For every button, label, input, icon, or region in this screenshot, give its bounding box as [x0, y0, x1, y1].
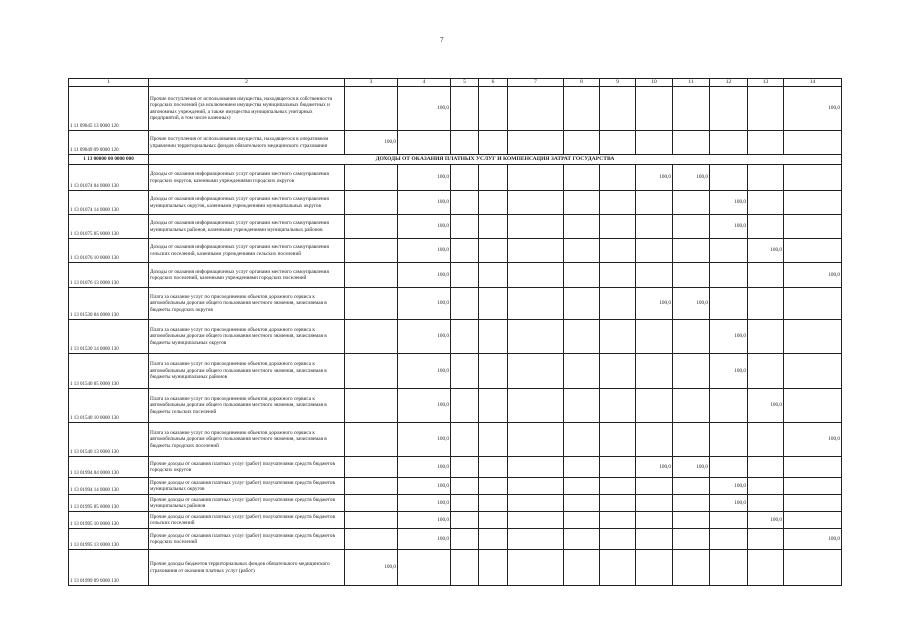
income-name: Плата за оказание услуг по присоединению объектов дорожного сервиса к автомобильным дорогам общего пользования местного значения, зачисляемая в бюджеты городских округов	[149, 288, 345, 320]
table-row	[69, 354, 842, 389]
norm-value-col-5	[451, 239, 479, 263]
section-title: ДОХОДЫ ОТ ОКАЗАНИЯ ПЛАТНЫХ УСЛУГ И КОМПЕНСАЦИЯ ЗАТРАТ ГОСУДАРСТВА	[149, 155, 842, 165]
norm-value-col-7	[508, 478, 564, 495]
norm-value-col-9	[600, 550, 636, 586]
norm-value-col-10	[636, 354, 673, 389]
income-name: Прочие доходы от оказания платных услуг (работ) получателями средств бюджетов муниципальных округов	[149, 478, 345, 495]
norm-value-col-6	[479, 215, 508, 239]
norm-value-col-8	[564, 165, 600, 191]
norm-value-col-11	[673, 215, 710, 239]
column-header: 12	[710, 79, 748, 87]
income-code: 1 13 01074 14 0000 130	[69, 191, 149, 215]
column-header: 11	[673, 79, 710, 87]
norm-value-col-8	[564, 529, 600, 550]
norm-value-col-10	[636, 131, 673, 155]
norm-value-col-10	[636, 495, 673, 512]
norm-value-col-13	[748, 263, 784, 288]
norm-value-col-12: 100,0	[710, 354, 748, 389]
norm-value-col-6	[479, 478, 508, 495]
income-name: Плата за оказание услуг по присоединению объектов дорожного сервиса к автомобильным дорогам общего пользования местного значения, зачисляемая в бюджеты городских поселений	[149, 423, 345, 457]
income-name: Прочие поступления от использования имущества, находящегося в собственности городских поселений (за исключением имущества муниципальных бюджетных и автономных учреждений, а также имущества муниципальных унитарных предприятий, в том числе казенных)	[149, 87, 345, 131]
norm-value-col-9	[600, 512, 636, 529]
norm-value-col-10	[636, 191, 673, 215]
norm-value-col-7	[508, 87, 564, 131]
norm-value-col-13	[748, 354, 784, 389]
income-code: 1 13 01076 13 0000 130	[69, 263, 149, 288]
norm-value-col-12	[710, 529, 748, 550]
norm-value-col-13	[748, 550, 784, 586]
norm-value-col-7	[508, 495, 564, 512]
norm-value-col-6	[479, 288, 508, 320]
norm-value-col-13: 100,0	[748, 239, 784, 263]
norm-value-col-3	[345, 478, 398, 495]
norm-value-col-10: 100,0	[636, 165, 673, 191]
norm-value-col-13	[748, 495, 784, 512]
norm-value-col-6	[479, 165, 508, 191]
income-code: 1 13 01995 10 0000 130	[69, 512, 149, 529]
norm-value-col-6	[479, 423, 508, 457]
norm-value-col-11: 100,0	[673, 288, 710, 320]
norm-value-col-11	[673, 131, 710, 155]
norm-value-col-6	[479, 87, 508, 131]
norm-value-col-5	[451, 263, 479, 288]
norm-value-col-6	[479, 354, 508, 389]
income-name: Доходы от оказания информационных услуг органами местного самоуправления городских поселений, казенными учреждениями городских поселений	[149, 263, 345, 288]
norm-value-col-5	[451, 288, 479, 320]
norm-value-col-10	[636, 550, 673, 586]
section-code: 1 13 00000 00 0000 000	[69, 155, 149, 165]
norm-value-col-12: 100,0	[710, 191, 748, 215]
norm-value-col-5	[451, 495, 479, 512]
norm-value-col-3	[345, 239, 398, 263]
norm-value-col-10	[636, 239, 673, 263]
norm-value-col-6	[479, 191, 508, 215]
norm-value-col-12	[710, 239, 748, 263]
norm-value-col-8	[564, 239, 600, 263]
income-name: Доходы от оказания информационных услуг органами местного самоуправления городских округов, казенными учреждениями городских округов	[149, 165, 345, 191]
norm-value-col-7	[508, 423, 564, 457]
norm-value-col-4: 100,0	[398, 423, 451, 457]
norm-value-col-9	[600, 263, 636, 288]
table-row	[69, 131, 842, 155]
norm-value-col-7	[508, 550, 564, 586]
income-code: 1 13 01540 10 0000 130	[69, 389, 149, 423]
income-code: 1 13 01999 09 0000 130	[69, 550, 149, 586]
norm-value-col-9	[600, 495, 636, 512]
column-header: 14	[784, 79, 842, 87]
norm-value-col-13	[748, 478, 784, 495]
norm-value-col-9	[600, 478, 636, 495]
norm-value-col-8	[564, 423, 600, 457]
norm-value-col-6	[479, 457, 508, 478]
norm-value-col-9	[600, 457, 636, 478]
norm-value-col-9	[600, 288, 636, 320]
norm-value-col-11: 100,0	[673, 165, 710, 191]
income-name: Доходы от оказания информационных услуг органами местного самоуправления муниципальных округов, казенными учреждениями муниципальных округов	[149, 191, 345, 215]
norm-value-col-11	[673, 529, 710, 550]
norm-value-col-12: 100,0	[710, 320, 748, 354]
table-row	[69, 215, 842, 239]
norm-value-col-3: 100,0	[345, 550, 398, 586]
income-name: Прочие поступления от использования имущества, находящегося в оперативном управлении территориальных фондов обязательного медицинского страхования	[149, 131, 345, 155]
column-header: 2	[149, 79, 345, 87]
norm-value-col-13	[748, 457, 784, 478]
norm-value-col-4: 100,0	[398, 215, 451, 239]
norm-value-col-11	[673, 389, 710, 423]
norm-value-col-4: 100,0	[398, 529, 451, 550]
norm-value-col-5	[451, 191, 479, 215]
column-header: 3	[345, 79, 398, 87]
table-row	[69, 389, 842, 423]
norm-value-col-8	[564, 320, 600, 354]
norm-value-col-13	[748, 191, 784, 215]
income-code: 1 11 09049 09 0000 120	[69, 131, 149, 155]
norm-value-col-10	[636, 87, 673, 131]
norm-value-col-5	[451, 87, 479, 131]
norm-value-col-3	[345, 320, 398, 354]
norm-value-col-14	[784, 512, 842, 529]
norm-value-col-11	[673, 239, 710, 263]
norm-value-col-9	[600, 215, 636, 239]
norm-value-col-8	[564, 495, 600, 512]
income-name: Доходы от оказания информационных услуг органами местного самоуправления сельских поселений, казенными учреждениями сельских поселений	[149, 239, 345, 263]
norm-value-col-3	[345, 87, 398, 131]
norm-value-col-8	[564, 131, 600, 155]
norm-value-col-3: 100,0	[345, 131, 398, 155]
norm-value-col-10	[636, 478, 673, 495]
norm-value-col-14	[784, 495, 842, 512]
income-name: Плата за оказание услуг по присоединению объектов дорожного сервиса к автомобильным дорогам общего пользования местного значения, зачисляемая в бюджеты муниципальных округов	[149, 320, 345, 354]
table-body	[69, 79, 842, 586]
norm-value-col-4: 100,0	[398, 191, 451, 215]
norm-value-col-11	[673, 191, 710, 215]
norm-value-col-9	[600, 423, 636, 457]
norm-value-col-4: 100,0	[398, 288, 451, 320]
norm-value-col-11	[673, 87, 710, 131]
norm-value-col-13: 100,0	[748, 512, 784, 529]
page-number: 7	[440, 36, 444, 44]
norm-value-col-14	[784, 354, 842, 389]
table-row	[69, 320, 842, 354]
norm-value-col-12	[710, 131, 748, 155]
norm-value-col-5	[451, 423, 479, 457]
norm-value-col-7	[508, 239, 564, 263]
table-row	[69, 288, 842, 320]
income-code: 1 13 01994 04 0000 130	[69, 457, 149, 478]
norm-value-col-4	[398, 131, 451, 155]
norm-value-col-8	[564, 263, 600, 288]
norm-value-col-14	[784, 389, 842, 423]
table-row	[69, 87, 842, 131]
norm-value-col-3	[345, 457, 398, 478]
norm-value-col-4: 100,0	[398, 354, 451, 389]
norm-value-col-6	[479, 320, 508, 354]
income-name: Доходы от оказания информационных услуг органами местного самоуправления муниципальных районов, казенными учреждениями муниципальных районов	[149, 215, 345, 239]
norm-value-col-12	[710, 87, 748, 131]
income-name: Прочие доходы бюджетов территориальных фондов обязательного медицинского страхования от оказания платных услуг (работ)	[149, 550, 345, 586]
column-header: 4	[398, 79, 451, 87]
norm-value-col-11: 100,0	[673, 457, 710, 478]
norm-value-col-13: 100,0	[748, 389, 784, 423]
norm-value-col-11	[673, 495, 710, 512]
norm-value-col-8	[564, 87, 600, 131]
norm-value-col-10: 100,0	[636, 288, 673, 320]
norm-value-col-7	[508, 263, 564, 288]
norm-value-col-6	[479, 529, 508, 550]
income-name: Прочие доходы от оказания платных услуг (работ) получателями средств бюджетов сельских поселений	[149, 512, 345, 529]
norm-value-col-7	[508, 215, 564, 239]
table-row	[69, 263, 842, 288]
norm-value-col-4: 100,0	[398, 512, 451, 529]
norm-value-col-10	[636, 215, 673, 239]
norm-value-col-9	[600, 529, 636, 550]
norm-value-col-10: 100,0	[636, 457, 673, 478]
norm-value-col-3	[345, 512, 398, 529]
revenue-distribution-table	[68, 78, 842, 586]
norm-value-col-14	[784, 478, 842, 495]
income-code: 1 13 01074 04 0000 130	[69, 165, 149, 191]
norm-value-col-9	[600, 354, 636, 389]
norm-value-col-5	[451, 389, 479, 423]
norm-value-col-3	[345, 354, 398, 389]
income-code: 1 13 01530 04 0000 130	[69, 288, 149, 320]
norm-value-col-5	[451, 512, 479, 529]
norm-value-col-12	[710, 550, 748, 586]
norm-value-col-9	[600, 239, 636, 263]
norm-value-col-3	[345, 215, 398, 239]
norm-value-col-10	[636, 320, 673, 354]
norm-value-col-7	[508, 389, 564, 423]
norm-value-col-12: 100,0	[710, 478, 748, 495]
norm-value-col-12	[710, 423, 748, 457]
norm-value-col-3	[345, 423, 398, 457]
norm-value-col-4: 100,0	[398, 165, 451, 191]
norm-value-col-5	[451, 529, 479, 550]
norm-value-col-9	[600, 87, 636, 131]
norm-value-col-5	[451, 550, 479, 586]
norm-value-col-12	[710, 165, 748, 191]
income-code: 1 13 01540 05 0000 130	[69, 354, 149, 389]
norm-value-col-7	[508, 512, 564, 529]
norm-value-col-13	[748, 423, 784, 457]
column-header: 7	[508, 79, 564, 87]
norm-value-col-3	[345, 263, 398, 288]
norm-value-col-4: 100,0	[398, 320, 451, 354]
norm-value-col-11	[673, 478, 710, 495]
norm-value-col-13	[748, 131, 784, 155]
norm-value-col-13	[748, 165, 784, 191]
norm-value-col-12	[710, 288, 748, 320]
norm-value-col-14	[784, 288, 842, 320]
norm-value-col-9	[600, 320, 636, 354]
norm-value-col-11	[673, 423, 710, 457]
income-name: Прочие доходы от оказания платных услуг (работ) получателями средств бюджетов городских поселений	[149, 529, 345, 550]
norm-value-col-6	[479, 131, 508, 155]
norm-value-col-13	[748, 87, 784, 131]
norm-value-col-14	[784, 550, 842, 586]
norm-value-col-9	[600, 191, 636, 215]
table-row	[69, 165, 842, 191]
section-row	[69, 155, 842, 165]
norm-value-col-14	[784, 165, 842, 191]
norm-value-col-13	[748, 288, 784, 320]
norm-value-col-14	[784, 191, 842, 215]
norm-value-col-11	[673, 550, 710, 586]
norm-value-col-4: 100,0	[398, 239, 451, 263]
norm-value-col-3	[345, 288, 398, 320]
income-code: 1 13 01994 14 0000 130	[69, 478, 149, 495]
norm-value-col-4: 100,0	[398, 389, 451, 423]
norm-value-col-6	[479, 263, 508, 288]
norm-value-col-8	[564, 215, 600, 239]
norm-value-col-10	[636, 423, 673, 457]
column-header: 13	[748, 79, 784, 87]
norm-value-col-10	[636, 263, 673, 288]
norm-value-col-11	[673, 320, 710, 354]
norm-value-col-11	[673, 512, 710, 529]
norm-value-col-7	[508, 354, 564, 389]
column-header: 10	[636, 79, 673, 87]
table-row	[69, 478, 842, 495]
norm-value-col-8	[564, 457, 600, 478]
norm-value-col-9	[600, 131, 636, 155]
norm-value-col-5	[451, 478, 479, 495]
norm-value-col-6	[479, 495, 508, 512]
income-name: Прочие доходы от оказания платных услуг (работ) получателями средств бюджетов муниципальных районов	[149, 495, 345, 512]
norm-value-col-4: 100,0	[398, 87, 451, 131]
income-code: 1 13 01075 05 0000 130	[69, 215, 149, 239]
table-row	[69, 550, 842, 586]
norm-value-col-12	[710, 457, 748, 478]
norm-value-col-7	[508, 288, 564, 320]
norm-value-col-3	[345, 495, 398, 512]
norm-value-col-9	[600, 165, 636, 191]
column-number-header-row	[69, 79, 842, 87]
column-header: 9	[600, 79, 636, 87]
norm-value-col-8	[564, 478, 600, 495]
table-row	[69, 239, 842, 263]
norm-value-col-4: 100,0	[398, 495, 451, 512]
income-code: 1 13 01076 10 0000 130	[69, 239, 149, 263]
norm-value-col-12	[710, 263, 748, 288]
norm-value-col-4	[398, 550, 451, 586]
column-header: 8	[564, 79, 600, 87]
table-row	[69, 191, 842, 215]
norm-value-col-11	[673, 354, 710, 389]
norm-value-col-7	[508, 165, 564, 191]
norm-value-col-14	[784, 239, 842, 263]
norm-value-col-8	[564, 354, 600, 389]
norm-value-col-8	[564, 389, 600, 423]
norm-value-col-8	[564, 550, 600, 586]
table-row	[69, 512, 842, 529]
norm-value-col-5	[451, 165, 479, 191]
norm-value-col-10	[636, 389, 673, 423]
norm-value-col-7	[508, 529, 564, 550]
norm-value-col-14	[784, 215, 842, 239]
column-header: 5	[451, 79, 479, 87]
norm-value-col-6	[479, 239, 508, 263]
norm-value-col-8	[564, 512, 600, 529]
income-code: 1 13 01995 05 0000 130	[69, 495, 149, 512]
norm-value-col-12: 100,0	[710, 495, 748, 512]
norm-value-col-3	[345, 165, 398, 191]
income-name: Прочие доходы от оказания платных услуг (работ) получателями средств бюджетов городских округов	[149, 457, 345, 478]
norm-value-col-14: 100,0	[784, 87, 842, 131]
norm-value-col-13	[748, 529, 784, 550]
norm-value-col-14	[784, 457, 842, 478]
norm-value-col-5	[451, 320, 479, 354]
norm-value-col-5	[451, 131, 479, 155]
table-row	[69, 495, 842, 512]
norm-value-col-7	[508, 131, 564, 155]
income-code: 1 13 01530 14 0000 130	[69, 320, 149, 354]
norm-value-col-14: 100,0	[784, 423, 842, 457]
table-row	[69, 423, 842, 457]
table-row	[69, 529, 842, 550]
norm-value-col-3	[345, 389, 398, 423]
norm-value-col-13	[748, 320, 784, 354]
norm-value-col-14	[784, 131, 842, 155]
norm-value-col-8	[564, 288, 600, 320]
norm-value-col-7	[508, 320, 564, 354]
norm-value-col-13	[748, 215, 784, 239]
norm-value-col-3	[345, 191, 398, 215]
income-name: Плата за оказание услуг по присоединению объектов дорожного сервиса к автомобильным дорогам общего пользования местного значения, зачисляемая в бюджеты муниципальных районов	[149, 354, 345, 389]
income-code: 1 13 01995 13 0000 130	[69, 529, 149, 550]
income-code: 1 13 01540 13 0000 130	[69, 423, 149, 457]
norm-value-col-7	[508, 191, 564, 215]
norm-value-col-14: 100,0	[784, 529, 842, 550]
income-name: Плата за оказание услуг по присоединению объектов дорожного сервиса к автомобильным дорогам общего пользования местного значения, зачисляемая в бюджеты сельских поселений	[149, 389, 345, 423]
norm-value-col-6	[479, 389, 508, 423]
norm-value-col-4: 100,0	[398, 478, 451, 495]
norm-value-col-5	[451, 457, 479, 478]
norm-value-col-3	[345, 529, 398, 550]
norm-value-col-9	[600, 389, 636, 423]
norm-value-col-6	[479, 550, 508, 586]
norm-value-col-14: 100,0	[784, 263, 842, 288]
income-code: 1 11 09045 13 0000 120	[69, 87, 149, 131]
norm-value-col-6	[479, 512, 508, 529]
norm-value-col-5	[451, 215, 479, 239]
norm-value-col-10	[636, 512, 673, 529]
table-row	[69, 457, 842, 478]
norm-value-col-5	[451, 354, 479, 389]
norm-value-col-7	[508, 457, 564, 478]
norm-value-col-12: 100,0	[710, 215, 748, 239]
norm-value-col-11	[673, 263, 710, 288]
norm-value-col-4: 100,0	[398, 457, 451, 478]
norm-value-col-4: 100,0	[398, 263, 451, 288]
norm-value-col-10	[636, 529, 673, 550]
column-header: 6	[479, 79, 508, 87]
norm-value-col-12	[710, 389, 748, 423]
norm-value-col-8	[564, 191, 600, 215]
norm-value-col-14	[784, 320, 842, 354]
column-header: 1	[69, 79, 149, 87]
norm-value-col-12	[710, 512, 748, 529]
